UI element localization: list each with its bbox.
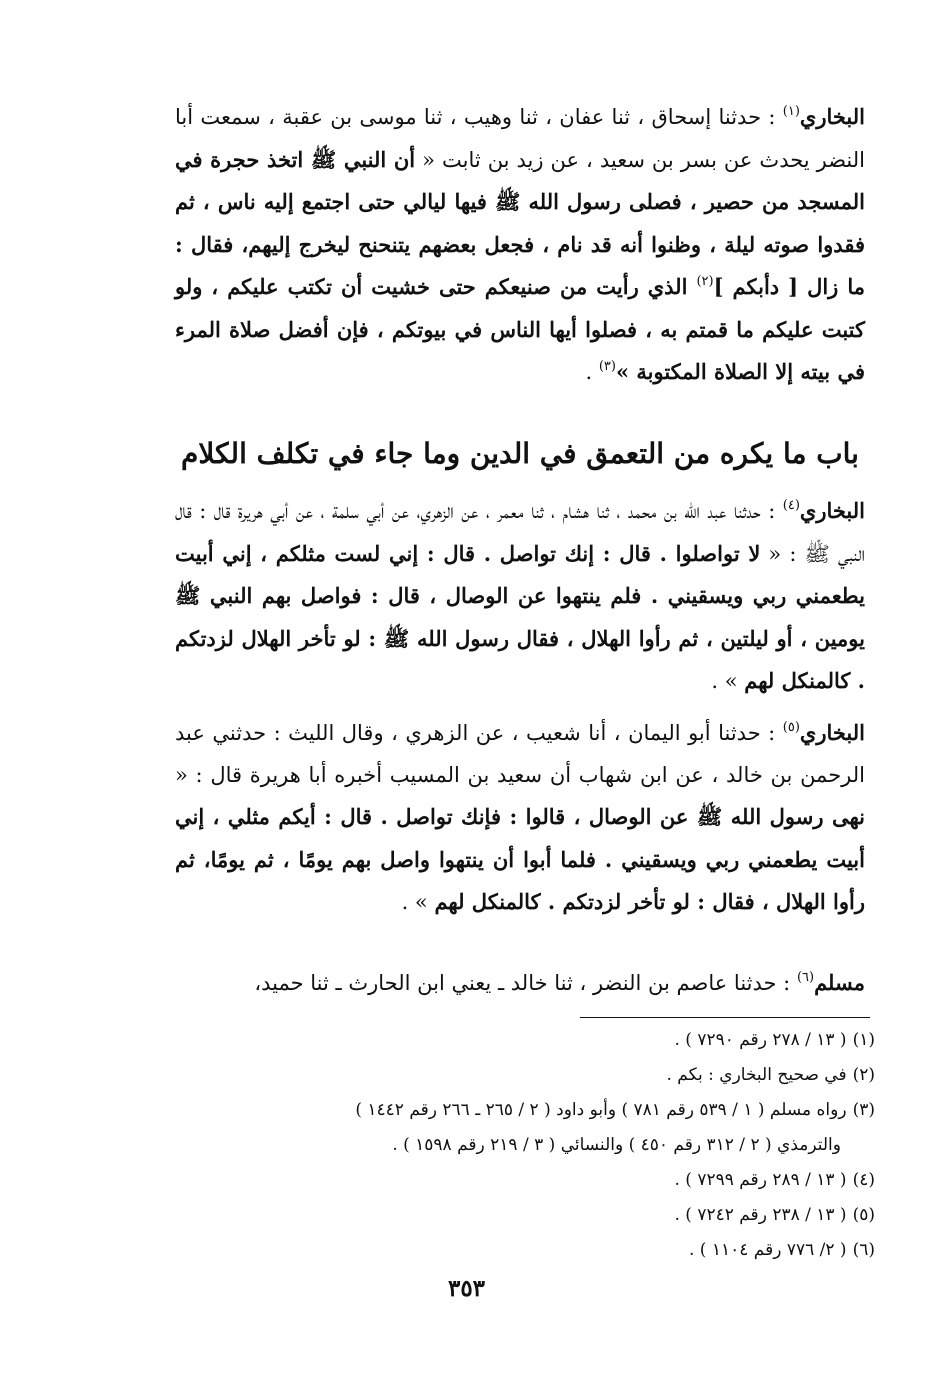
hadith-paragraph-2 [175, 490, 865, 703]
footnote-index: (٢) [852, 1065, 875, 1085]
footnote-index: (٤) [852, 1170, 875, 1190]
footnote-text: في صحيح البخاري : بكم . [666, 1065, 847, 1085]
footnote-marker[interactable]: (٣) [598, 359, 616, 374]
isnad-text: : حدثنا إسحاق ، ثنا عفان ، ثنا وهيب ، ثنا موسى بن عقبة ، سمعت أبا النضر يحدث عن بسر بن سعيد ، عن زيد بن ثابت « [175, 105, 865, 172]
footnote-text: رواه مسلم ( ١ / ٥٣٩ رقم ٧٨١ ) وأبو داود ( ٢ / ٢٦٥ ـ ٢٦٦ رقم ١٤٤٢ ) [355, 1100, 847, 1120]
source-name: البخاري [799, 498, 865, 523]
footnote-5 [145, 1198, 875, 1233]
isnad-text: : حدثنا عبد الله بن محمد ، ثنا هشام ، ثنا معمر ، عن الزهري، عن أبي سلمة ، عن أبي هريرة قال : قال النبي ﷺ : « [175, 499, 865, 566]
isnad-text: : حدثنا عاصم بن النضر ، ثنا خالد ـ يعني ابن الحارث ـ ثنا حميد، [254, 971, 797, 995]
footnote-separator [580, 1017, 870, 1018]
isnad-text: : حدثنا أبو اليمان ، أنا شعيب ، عن الزهري ، وقال الليث : حدثني عبد الرحمن بن خالد ، عن ابن شهاب أن سعيد بن المسيب أخبره أبا هريرة قال : « [175, 721, 865, 787]
matn-text: لا تواصلوا . قال : إنك تواصل . قال : إني لست مثلكم ، إني أبيت يطعمني ربي ويسقيني . فلم ينتهوا عن الوصال ، قال : فواصل بهم النبي ﷺ يومين ، أو ليلتين ، ثم رأوا الهلال ، فقال رسول الله ﷺ : لو تأخر الهلال لزدتكم . كالمنكل لهم [175, 540, 865, 693]
matn-text: نهى رسول الله ﷺ عن الوصال ، قالوا : فإنك تواصل . قال : أيكم مثلي ، إني أبيت يطعمني ربي ويسقيني . فلما أبوا أن ينتهوا واصل بهم يومًا ، ثم يومًا، ثم رأوا الهلال ، فقال : لو تأخر لزدتكم . كالمنكل لهم [175, 804, 866, 914]
source-name: مسلم [814, 970, 865, 995]
footnote-6 [145, 1233, 875, 1268]
paragraph-end: . [585, 360, 599, 384]
footnotes [145, 1023, 875, 1268]
footnote-3 [145, 1093, 875, 1128]
footnote-index: (٣) [852, 1100, 875, 1120]
footnote-4 [145, 1163, 875, 1198]
matn-text: الذي رأيت من صنيعكم حتى خشيت أن تكتب عليكم ، ولو كتبت عليكم ما قمتم به ، فصلوا أيها الناس في بيوتكم ، فإن أفضل صلاة المرء في بيته إلا الصلاة المكتوبة » [175, 274, 865, 384]
hadith-paragraph-4 [175, 962, 865, 1005]
chapter-heading: باب ما يكره من التعمق في الدين وما جاء في تكلف الكلام [181, 437, 859, 470]
footnote-1 [145, 1023, 875, 1058]
footnote-text: ( ٢/ ٧٧٦ رقم ١١٠٤ ) . [689, 1240, 847, 1260]
page-number: ٣٥٣ [447, 1275, 486, 1302]
source-name: البخاري [799, 720, 865, 745]
footnote-text: ( ١٣ / ٢٨٩ رقم ٧٢٩٩ ) . [674, 1170, 847, 1190]
source-name: البخاري [799, 104, 865, 129]
footnote-marker[interactable]: (٢) [696, 274, 714, 289]
footnote-marker[interactable]: (١) [782, 104, 800, 119]
paragraph-end: » . [401, 890, 435, 914]
footnote-3-continuation: والترمذي ( ٢ / ٣١٢ رقم ٤٥٠ ) والنسائي ( ٣ / ٢١٩ رقم ١٥٩٨ ) . [392, 1135, 841, 1155]
footnote-text: ( ١٣ / ٢٧٨ رقم ٧٢٩٠ ) . [674, 1030, 847, 1050]
footnote-index: (١) [852, 1030, 875, 1050]
footnote-2 [145, 1058, 875, 1093]
footnote-index: (٥) [852, 1205, 875, 1225]
footnote-marker[interactable]: (٥) [782, 720, 800, 735]
hadith-paragraph-3 [175, 712, 865, 924]
matn-text: أن النبي ﷺ اتخذ حجرة في المسجد من حصير ، فصلى رسول الله ﷺ فيها ليالي حتى اجتمع إليه ناس ، ثم فقدوا صوته ليلة ، وظنوا أنه قد نام ، فجعل بعضهم يتنحنح ليخرج إليهم، فقال : ما زال [ دأبكم ] [175, 146, 865, 299]
paragraph-end: » . [711, 669, 745, 693]
hadith-paragraph-1 [175, 96, 865, 394]
footnote-index: (٦) [852, 1240, 875, 1260]
footnote-marker[interactable]: (٦) [796, 970, 815, 985]
footnote-marker[interactable]: (٤) [782, 498, 800, 513]
footnote-text: ( ١٣ / ٢٣٨ رقم ٧٢٤٢ ) . [674, 1205, 847, 1225]
